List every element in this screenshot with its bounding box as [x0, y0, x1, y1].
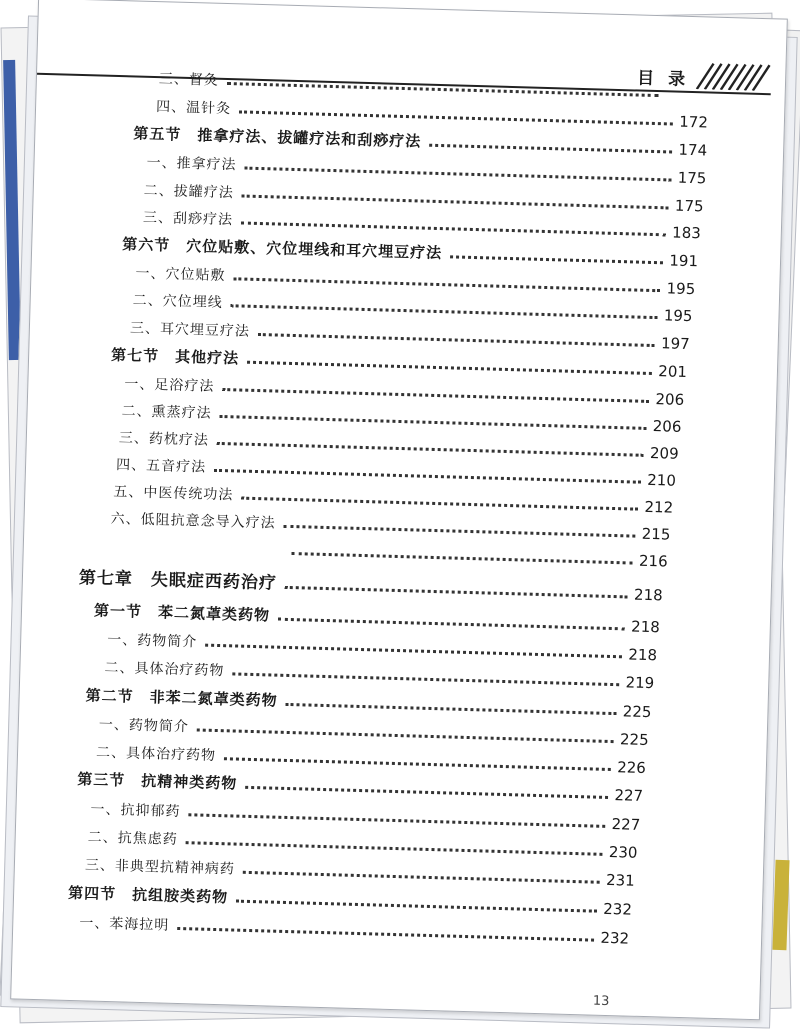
toc-leader-dots [239, 110, 673, 125]
toc-entry-page: 218 [628, 645, 658, 665]
toc-leader-dots [222, 388, 649, 403]
toc-leader-dots [247, 361, 652, 375]
toc-leader-dots [243, 871, 600, 884]
toc-leader-dots [429, 144, 672, 154]
toc-entry-title: 第五节 推拿疗法、拔罐疗法和刮痧疗法 [133, 124, 422, 151]
toc-entry-page: 226 [616, 758, 647, 777]
toc-entry-page: 231 [605, 870, 635, 890]
toc-entry-title: 二、熏蒸疗法 [121, 403, 212, 422]
toc-entry-page: 232 [600, 928, 630, 948]
toc-entry-page: 201 [658, 362, 688, 381]
toc-entry-title: 一、药物简介 [98, 716, 190, 736]
toc-leader-dots [217, 442, 644, 457]
toc-entry-page: 216 [638, 551, 668, 571]
toc-entry-title: 一、苯海拉明 [79, 915, 170, 934]
toc-entry-page: 218 [630, 617, 661, 637]
toc-entry-page: 210 [647, 470, 677, 490]
toc-entry-page: 195 [663, 306, 693, 326]
toc-entry-title: 三、非典型抗精神病药 [84, 857, 236, 878]
toc-leader-dots [278, 618, 625, 631]
toc-entry-title: 三、刮痧疗法 [142, 209, 234, 229]
toc-entry-page: 227 [611, 815, 641, 834]
toc-entry-page: 230 [608, 842, 638, 862]
toc-entry-title: 二、具体治疗药物 [95, 744, 217, 764]
toc-leader-dots [197, 728, 614, 743]
toc-leader-dots [450, 255, 663, 264]
toc-entry-title: 一、足浴疗法 [124, 376, 215, 395]
toc-entry-title: 一、药物简介 [107, 631, 198, 651]
toc-leader-dots [285, 703, 616, 715]
toc-leader-dots [186, 841, 603, 856]
toc-entry-title: 一、穴位贴敷 [135, 265, 226, 285]
toc-entry-page: 183 [671, 223, 702, 243]
toc-entry-title: 第三节 抗精神类药物 [77, 770, 238, 793]
toc-leader-dots [224, 757, 611, 771]
toc-entry-page: 212 [644, 497, 674, 517]
header-title: 目 录 [636, 68, 690, 90]
toc-entry-title: 三、药枕疗法 [118, 430, 210, 449]
toc-leader-dots [214, 469, 641, 484]
toc-leader-dots [188, 813, 605, 828]
toc-leader-dots [242, 194, 669, 209]
toc-entry-page: 174 [678, 140, 708, 160]
toc-leader-dots [258, 333, 655, 347]
toc-entry-page: 195 [666, 279, 696, 299]
toc-entry-title: 第六节 穴位贴敷、穴位埋线和耳穴埋豆疗法 [122, 235, 443, 263]
toc-entry-title: 四、温针灸 [155, 99, 232, 118]
toc-entry-title: 第一节 苯二氮䓬类药物 [93, 601, 271, 625]
toc-entry-title: 五、中医传统功法 [113, 484, 234, 504]
toc-entry-title: 三、督灸 [158, 71, 220, 89]
toc-entry-page: 172 [679, 112, 709, 132]
toc-entry-title: 三、耳穴埋豆疗法 [129, 320, 251, 340]
toc-entry-page: 206 [652, 417, 682, 436]
toc-leader-dots [227, 82, 659, 97]
toc-entry-page: 209 [649, 443, 679, 463]
toc-page [10, 0, 788, 1020]
toc-leader-dots [292, 552, 633, 565]
toc-entry-title: 第七章 失眠症西药治疗 [78, 568, 278, 594]
toc-entry-page: 225 [619, 730, 649, 750]
toc-leader-dots [283, 525, 635, 538]
toc-entry-title: 四、五音疗法 [115, 457, 207, 476]
toc-leader-dots [244, 167, 671, 182]
toc-entry-title: 六、低阻抗意念导入疗法 [110, 510, 276, 532]
toc-leader-dots [241, 497, 638, 511]
toc-entry-page: 218 [633, 585, 663, 605]
toc-entry-title: 第四节 抗组胺类药物 [67, 883, 229, 907]
toc-entry-title: 第二节 非苯二氮䓬类药物 [85, 686, 278, 710]
toc-entry-title: 第七节 其他疗法 [110, 345, 240, 368]
toc-entry-title: 二、穴位埋线 [132, 292, 223, 311]
toc-entry-page: 197 [660, 334, 690, 354]
toc-entry-page: 206 [655, 390, 685, 409]
toc-leader-dots [219, 415, 646, 430]
footer-page-number: 13 [592, 993, 610, 1010]
toc-leader-dots [245, 786, 608, 799]
toc-leader-dots [233, 277, 660, 292]
toc-entry-title: 二、具体治疗药物 [104, 659, 225, 680]
toc-leader-dots [285, 586, 628, 599]
toc-leader-dots [177, 927, 594, 942]
toc-leader-dots [205, 644, 622, 659]
toc-entry-page: 227 [614, 786, 644, 805]
toc-entry-page: 215 [641, 524, 671, 544]
toc-entry-page: 232 [603, 899, 633, 919]
toc-leader-dots [236, 900, 597, 913]
toc-entry-page: 175 [677, 168, 707, 188]
toc-leader-dots [232, 672, 619, 686]
toc-entry-title: 一、抗抑郁药 [90, 801, 181, 821]
toc-entry-page: 219 [625, 673, 655, 693]
toc-entry-title: 一、推拿疗法 [146, 154, 237, 174]
toc-entry-title: 二、抗焦虑药 [87, 829, 178, 848]
toc-entry-title: 二、拔罐疗法 [143, 182, 234, 202]
toc-entry-page: 225 [622, 702, 652, 722]
toc-leader-dots [241, 221, 666, 236]
toc-entry-page: 175 [674, 196, 704, 216]
toc-entry-page: 191 [669, 251, 699, 271]
toc-leader-dots [231, 304, 658, 319]
